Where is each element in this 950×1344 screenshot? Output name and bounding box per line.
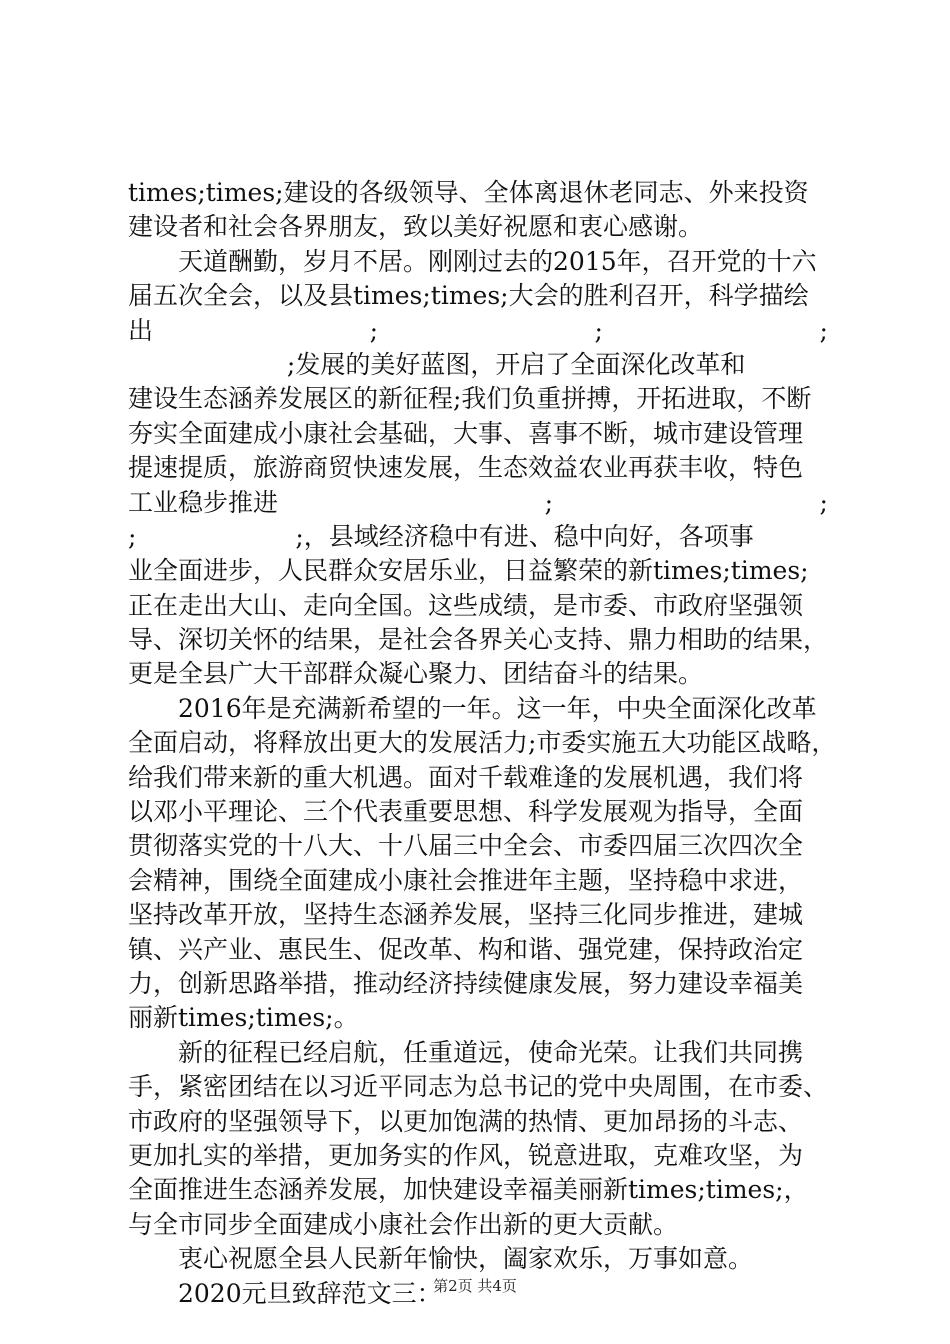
text-line xyxy=(128,864,828,898)
text-line xyxy=(128,898,828,932)
text-segment: 夯实全面建成小康社会基础，大事、喜事不断，城市建设管理 xyxy=(128,418,804,448)
text-line xyxy=(128,726,837,760)
text-segment: 全面推进生态涵养发展，加快建设幸福美丽新times;times;， xyxy=(128,1175,809,1205)
text-segment: 建设者和社会各界朋友，致以美好祝愿和衷心感谢。 xyxy=(128,212,704,242)
text-segment: ; xyxy=(594,315,603,345)
text-line xyxy=(128,589,828,623)
text-line xyxy=(128,348,828,382)
text-segment: ; ;，县域经济稳中有进、稳中向好，各项事 xyxy=(128,521,754,551)
text-line xyxy=(128,417,828,451)
text-line xyxy=(128,761,828,795)
text-line xyxy=(128,1208,828,1242)
text-segment: ; xyxy=(369,315,378,345)
text-line xyxy=(128,554,828,588)
text-segment: 更加扎实的举措，更加务实的作风，锐意进取，克难攻坚，为 xyxy=(128,1140,804,1170)
text-line xyxy=(128,829,828,863)
text-line xyxy=(128,933,828,967)
text-segment: 手，紧密团结在以习近平同志为总书记的党中央周围，在市委、 xyxy=(128,1072,829,1102)
text-segment: 天道酬勤，岁月不居。刚刚过去的2015年，召开党的十六 xyxy=(178,246,817,276)
text-line xyxy=(128,1105,828,1139)
text-segment: 提速提质，旅游商贸快速发展，生态效益农业再获丰收，特色 xyxy=(128,453,804,483)
text-segment: 以邓小平理论、三个代表重要思想、科学发展观为指导，全面 xyxy=(128,797,804,827)
text-line xyxy=(128,486,828,520)
text-line xyxy=(128,1036,828,1070)
text-line xyxy=(128,1139,828,1173)
text-line xyxy=(128,967,828,1001)
text-line xyxy=(128,657,828,691)
text-segment: 2020元旦致辞范文三： xyxy=(178,1278,442,1308)
text-line xyxy=(128,623,828,657)
text-segment: 给我们带来新的重大机遇。面对千载难逢的发展机遇，我们将 xyxy=(128,762,804,792)
document-body xyxy=(128,176,837,1311)
text-segment: ; xyxy=(819,315,828,345)
text-line xyxy=(128,1001,828,1035)
text-line xyxy=(128,176,828,210)
text-segment: 丽新times;times;。 xyxy=(128,1003,359,1033)
text-line xyxy=(128,1173,828,1207)
text-segment: 衷心祝愿全县人民新年愉快，阖家欢乐，万事如意。 xyxy=(178,1244,754,1274)
text-segment: ; xyxy=(544,487,553,517)
text-line xyxy=(128,210,828,244)
text-line xyxy=(128,279,828,313)
text-segment: 业全面进步，人民群众安居乐业，日益繁荣的新times;times; xyxy=(128,556,809,586)
text-line xyxy=(128,520,828,554)
text-line xyxy=(128,1242,828,1276)
text-segment: ; xyxy=(819,487,828,517)
text-segment: 市政府的坚强领导下，以更加饱满的热情、更加昂扬的斗志、 xyxy=(128,1106,804,1136)
text-line xyxy=(128,451,828,485)
text-segment: 建设生态涵养发展区的新征程;我们负重拼搏，开拓进取，不断 xyxy=(128,384,812,414)
text-segment: 会精神，围绕全面建成小康社会推进年主题，坚持稳中求进， xyxy=(128,865,804,895)
text-segment: times;times;建设的各级领导、全体离退休老同志、外来投资 xyxy=(128,178,809,207)
text-segment: ;发展的美好蓝图，开启了全面深化改革和 xyxy=(128,349,746,379)
text-segment: 工业稳步推进 xyxy=(128,487,279,517)
text-segment: 出 xyxy=(128,315,154,345)
text-segment: 与全市同步全面建成小康社会作出新的更大贡献。 xyxy=(128,1209,679,1239)
text-segment: 更是全县广大干部群众凝心聚力、团结奋斗的结果。 xyxy=(128,659,704,689)
text-segment: 全面启动，将释放出更大的发展活力;市委实施五大功能区战略， xyxy=(128,728,837,758)
text-line xyxy=(128,382,828,416)
text-line xyxy=(128,314,828,348)
text-segment: 2016年是充满新希望的一年。这一年，中央全面深化改革 xyxy=(178,693,817,723)
text-line xyxy=(128,692,828,726)
page-number-footer: 第2页 共4页 xyxy=(433,1277,517,1295)
text-segment: 导、深切关怀的结果，是社会各界关心支持、鼎力相助的结果， xyxy=(128,625,829,655)
text-segment: 坚持改革开放，坚持生态涵养发展，坚持三化同步推进，建城 xyxy=(128,900,804,930)
text-segment: 新的征程已经启航，任重道远，使命光荣。让我们共同携 xyxy=(178,1037,804,1067)
text-segment: 力，创新思路举措，推动经济持续健康发展，努力建设幸福美 xyxy=(128,968,804,998)
text-segment: 届五次全会，以及县times;times;大会的胜利召开，科学描绘 xyxy=(128,281,809,311)
text-line xyxy=(128,245,828,279)
text-segment: 贯彻落实党的十八大、十八届三中全会、市委四届三次四次全 xyxy=(128,831,804,861)
text-segment: 镇、兴产业、惠民生、促改革、构和谐、强党建，保持政治定 xyxy=(128,934,804,964)
text-line xyxy=(128,1070,828,1104)
text-line xyxy=(128,795,828,829)
text-segment: 正在走出大山、走向全国。这些成绩，是市委、市政府坚强领 xyxy=(128,590,804,620)
